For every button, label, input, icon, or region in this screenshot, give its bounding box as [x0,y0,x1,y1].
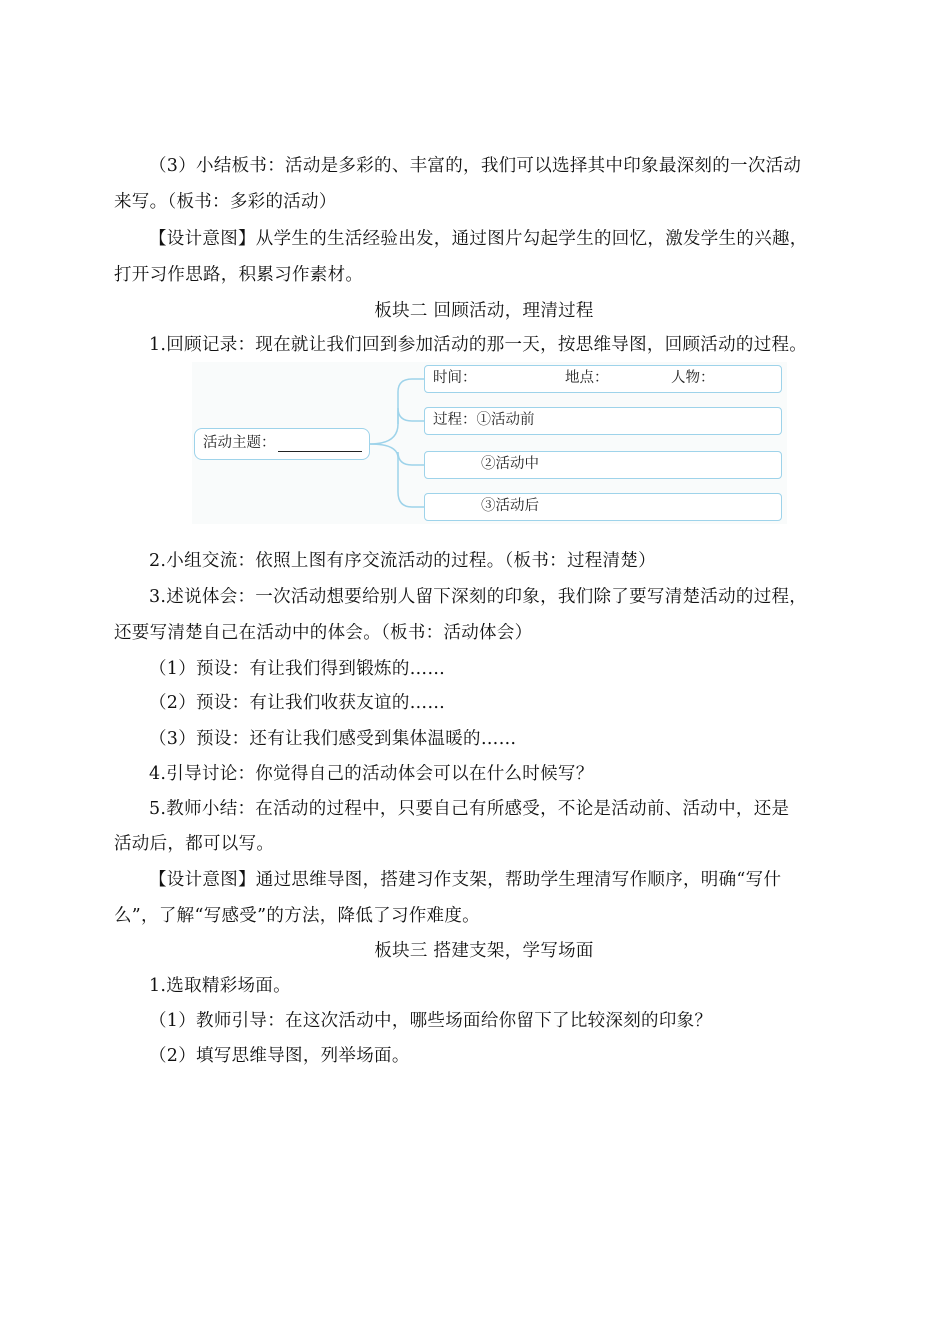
section-3-sub-2: （2）填写思维导图，列举场面。 [149,1046,410,1066]
section-3-title: 板块三 搭建支架，学写场面 [374,941,594,961]
section-2-item-2: 2.小组交流：依照上图有序交流活动的过程。（板书：过程清楚） [149,551,656,571]
design-intent-1-line1: 【设计意图】从学生的生活经验出发，通过图片勾起学生的回忆，激发学生的兴趣， [149,229,808,249]
presupposition-3: （3）预设：还有让我们感受到集体温暖的…… [149,729,517,749]
mind-map-diagram [192,362,787,524]
paragraph-summary-line2: 来写。（板书：多彩的活动） [114,192,337,212]
mind-map-node-basics [424,365,782,393]
section-2-item-5-line1: 5.教师小结：在活动的过程中，只要自己有所感受，不论是活动前、活动中，还是 [149,799,790,819]
people-label: 人物： [671,370,715,386]
section-2-item-1: 1.回顾记录：现在就让我们回到参加活动的那一天，按思维导图，回顾活动的过程。 [149,335,808,355]
design-intent-1-line2: 打开习作思路，积累习作素材。 [114,265,364,285]
section-2-title: 板块二 回顾活动，理清过程 [374,301,594,321]
section-2-item-3-line1: 3.述说体会：一次活动想要给别人留下深刻的印象，我们除了要写清楚活动的过程， [149,587,808,607]
section-2-item-4: 4.引导讨论：你觉得自己的活动体会可以在什么时候写？ [149,764,594,784]
section-2-item-3-line2: 还要写清楚自己在活动中的体会。（板书：活动体会） [114,623,533,643]
section-3-item-1: 1.选取精彩场面。 [149,976,291,996]
presupposition-1: （1）预设：有让我们得到锻炼的…… [149,659,446,679]
root-blank-line [278,435,362,452]
during-label: ②活动中 [481,456,539,472]
design-intent-2-line2: 么”，了解“写感受”的方法，降低了习作难度。 [114,906,480,926]
mind-map-node-process [424,407,782,435]
time-label: 时间： [433,370,477,386]
mind-map-node-during [424,451,782,479]
place-label: 地点： [565,370,609,386]
section-3-sub-1: （1）教师引导：在这次活动中，哪些场面给你留下了比较深刻的印象？ [149,1011,713,1031]
before-label: ①活动前 [476,412,535,428]
process-label: 过程： [433,412,477,428]
paragraph-summary-line1: （3）小结板书：活动是多彩的、丰富的，我们可以选择其中印象最深刻的一次活动 [149,156,802,176]
design-intent-2-line1: 【设计意图】通过思维导图，搭建习作支架，帮助学生理清写作顺序，明确“写什 [149,870,782,890]
presupposition-2: （2）预设：有让我们收获友谊的…… [149,693,446,713]
mind-map-root-node [194,428,370,460]
root-label: 活动主题： [203,435,276,451]
section-2-item-5-line2: 活动后，都可以写。 [114,834,275,854]
after-label: ③活动后 [481,498,539,514]
mind-map-node-after [424,493,782,521]
